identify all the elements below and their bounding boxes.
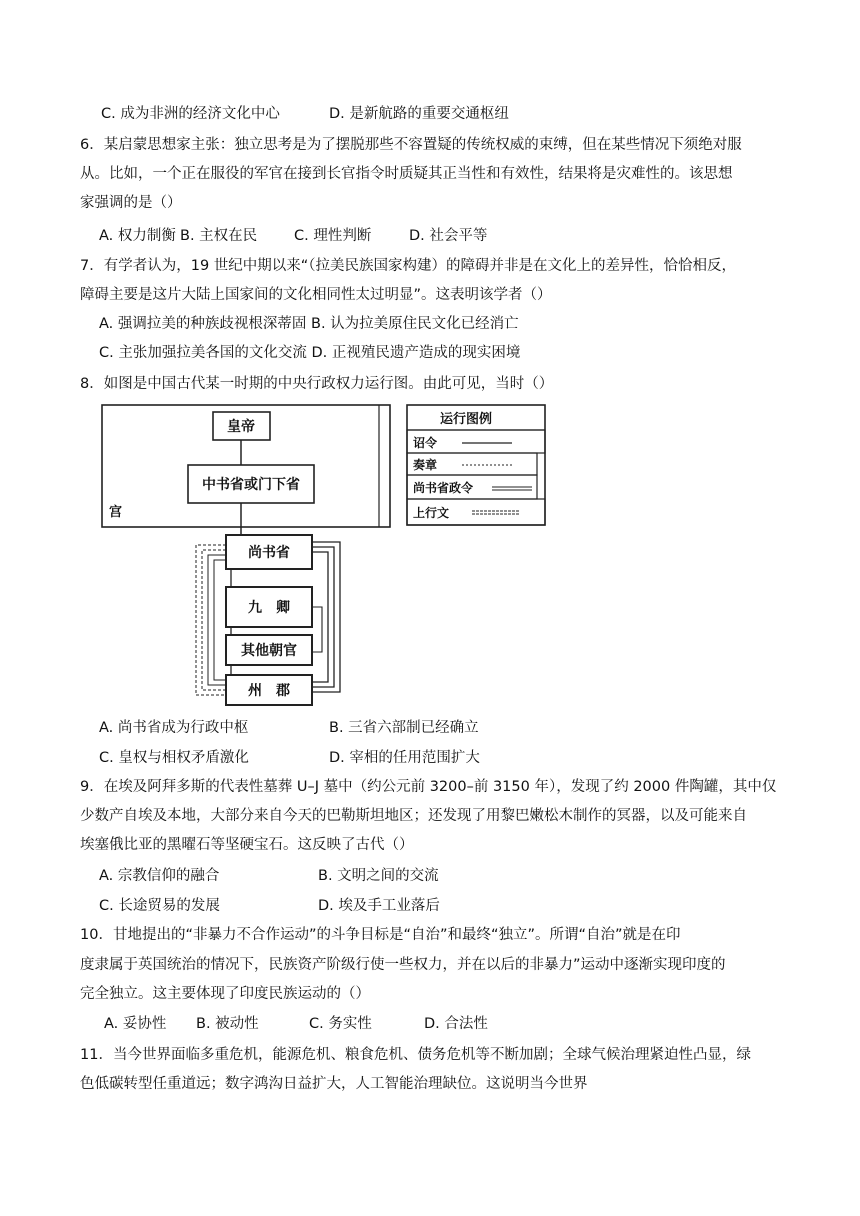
q6-option-d: D. 社会平等 bbox=[409, 228, 488, 244]
q10-option-c: C. 务实性 bbox=[309, 1016, 372, 1032]
shangshu-label: 尚书省 bbox=[248, 545, 290, 561]
other-officials-label: 其他朝官 bbox=[241, 643, 297, 659]
q5-option-c: C. 成为非洲的经济文化中心 bbox=[101, 106, 280, 122]
emperor-label: 皇帝 bbox=[227, 419, 255, 435]
q10-option-d: D. 合法性 bbox=[424, 1016, 488, 1032]
q6-stem-line-2: 从。比如，一个正在服役的军官在接到长官指令时质疑其正当性和有效性，结果将是灾难性的。该思想 bbox=[80, 166, 733, 182]
q9-option-d: D. 埃及手工业落后 bbox=[318, 898, 440, 914]
q8-option-d: D. 宰相的任用范围扩大 bbox=[329, 750, 480, 766]
q7-stem-line-2: 障碍主要是这片大陆上国家间的文化相同性太过明显”。这表明该学者（） bbox=[80, 287, 552, 303]
q11-stem-line-2: 色低碳转型任重道远；数字鸿沟日益扩大，人工智能治理缺位。这说明当今世界 bbox=[80, 1076, 588, 1092]
legend-edict-label: 诏令 bbox=[413, 436, 438, 450]
legend-memorial-label: 奏章 bbox=[413, 458, 438, 472]
q9-option-a: A. 宗教信仰的融合 bbox=[99, 868, 220, 884]
q7-stem-line-1: 7．有学者认为，19 世纪中期以来“（拉美民族国家构建）的障碍并非是在文化上的差异性，恰恰相反， bbox=[80, 258, 737, 274]
q8-stem-line-1: 8．如图是中国古代某一时期的中央行政权力运行图。由此可见，当时（） bbox=[80, 376, 554, 392]
zhoujun-label: 州 郡 bbox=[248, 683, 290, 699]
q10-option-a: A. 妥协性 bbox=[104, 1016, 167, 1032]
q9-option-c: C. 长途贸易的发展 bbox=[99, 898, 220, 914]
q5-option-d: D. 是新航路的重要交通枢纽 bbox=[329, 106, 509, 122]
q9-option-b: B. 文明之间的交流 bbox=[318, 868, 439, 884]
q9-stem-line-2: 少数产自埃及本地，大部分来自今天的巴勒斯坦地区；还发现了用黎巴嫩松木制作的冥器，以及可能来自 bbox=[80, 808, 747, 824]
q9-stem-line-3: 埃塞俄比亚的黑曜石等坚硬宝石。这反映了古代（） bbox=[80, 837, 414, 853]
legend-title: 运行图例 bbox=[440, 412, 493, 427]
legend-shangshu-order-label: 尚书省政令 bbox=[413, 481, 474, 495]
q6-option-b: B. 主权在民 bbox=[180, 228, 258, 244]
q11-stem-line-1: 11．当今世界面临多重危机，能源危机、粮食危机、债务危机等不断加剧；全球气候治理紧迫性凸显，绿 bbox=[80, 1047, 751, 1063]
q10-stem-line-1: 10．甘地提出的“非暴力不合作运动”的斗争目标是“自治”和最终“独立”。所谓“自治”就是在印 bbox=[80, 927, 681, 943]
q7-options-ab: A. 强调拉美的种族歧视根深蒂固 B. 认为拉美原住民文化已经消亡 bbox=[99, 316, 519, 332]
q7-options-cd: C. 主张加强拉美各国的文化交流 D. 正视殖民遗产造成的现实困境 bbox=[99, 345, 521, 361]
palace-label: 宫 bbox=[109, 505, 123, 520]
legend-upward-doc-label: 上行文 bbox=[413, 506, 450, 520]
q6-stem-line-3: 家强调的是（） bbox=[80, 195, 182, 211]
zhongshu-label: 中书省或门下省 bbox=[202, 477, 300, 493]
diagram-legend bbox=[407, 405, 545, 525]
q6-option-c: C. 理性判断 bbox=[294, 228, 372, 244]
power-flow-diagram bbox=[100, 402, 550, 707]
q8-option-c: C. 皇权与相权矛盾激化 bbox=[99, 750, 249, 766]
q10-option-b: B. 被动性 bbox=[196, 1016, 259, 1032]
q6-option-a: A. 权力制衡 bbox=[99, 228, 176, 244]
q10-stem-line-3: 完全独立。这主要体现了印度民族运动的（） bbox=[80, 986, 370, 1002]
q10-stem-line-2: 度隶属于英国统治的情况下，民族资产阶级行使一些权力，并在以后的非暴力”运动中逐渐实现印度的 bbox=[80, 957, 726, 973]
q8-option-a: A. 尚书省成为行政中枢 bbox=[99, 720, 249, 736]
q9-stem-line-1: 9．在埃及阿拜多斯的代表性墓葬 U–J 墓中（约公元前 3200–前 3150 年），发现了约 2000 件陶罐，其中仅 bbox=[80, 779, 777, 795]
q8-option-b: B. 三省六部制已经确立 bbox=[329, 720, 479, 736]
jiuqing-label: 九 卿 bbox=[248, 600, 290, 616]
q6-stem-line-1: 6．某启蒙思想家主张：独立思考是为了摆脱那些不容置疑的传统权威的束缚，但在某些情况下须绝对服 bbox=[80, 137, 742, 153]
